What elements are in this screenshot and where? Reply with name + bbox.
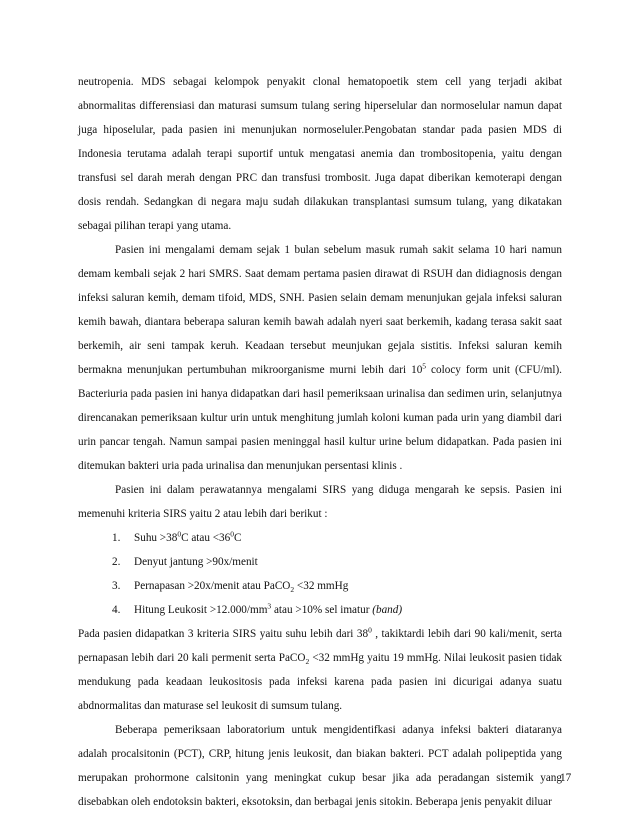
criteria-text [134,526,241,550]
paragraph-lab: Beberapa pemeriksaan laboratorium untuk mengidentifkasi adanya infeksi bakteri diataranya adalah procalsitonin (PCT), CRP, hitung jenis leukosit, dan biakan bakteri. PCT adalah polipeptida yang merupakan prohormone calsitonin yang meningkat cukup besar jika ada peradangan sistemik yang disebabkan oleh endotoksin bakteri, eksotoksin, dan berbagai jenis sitokin. Beberapa jenis penyakit diluar [78,724,562,808]
criteria-text-a: Pernapasan >20x/menit atau PaCO [134,580,291,592]
criteria-text-c: C [234,532,242,544]
criteria-text-b: atau >10% sel imatur [271,604,373,616]
findings-text-b: , takiktardi lebih dari 90 kali/menit, serta pernapasan lebih dari 20 kali permenit serta PaCO [78,628,562,664]
criteria-text-b: C atau <36 [181,532,231,544]
page-number: 17 [560,772,572,784]
superscript-five: 5 [422,361,427,371]
criteria-item [78,574,562,598]
criteria-item [78,526,562,550]
criteria-text-a: Suhu >38 [134,532,178,544]
criteria-item [78,598,562,622]
paragraph-mds: neutropenia. MDS sebagai kelompok penyakit clonal hematopoetik stem cell yang terjadi akibat abnormalitas differensiasi dan maturasi sumsum tulang sering hiperselular dan normoselular namun dapat juga hiposelular, pada pasien ini menunjukan normoseluler.Pengobatan standar pada pasien MDS di Indonesia terutama adalah terapi suportif untuk mengatasi anemia dan trombositopenia, yaitu dengan transfusi sel darah merah dengan PRC dan transfusi trombosit. Juga dapat diberikan kemoterapi dengan dosis rendah. Sedangkan di negara maju sudah dilakukan transplantasi sumsum tulang, yang dikatakan sebagai pilihan terapi yang utama. [78,76,562,232]
paragraph-sirs-findings [78,622,562,718]
criteria-number: 4. [112,604,121,616]
subscript-two: 2 [290,585,295,595]
criteria-text: Denyut jantung >90x/menit [134,556,258,568]
degree-sup: 0 [230,529,234,539]
criteria-emphasis: (band) [372,604,403,616]
findings-text-a: Pada pasien didapatkan 3 kriteria SIRS yaitu suhu lebih dari 38 [78,628,369,640]
criteria-number: 3. [112,580,121,592]
findings-text-c: <32 mmHg yaitu 19 mmHg. Nilai leukosit pasien tidak mendukung pada keadaan leukositosis pada infeksi karena pada pasien ini dicurigai adanya suatu abdnormalitas dan maturase sel leukosit di sumsum tulang. [78,652,563,712]
subscript-two: 2 [305,657,310,667]
paragraph-sirs: Pasien ini dalam perawatannya mengalami SIRS yang diduga mengarah ke sepsis. Pasien ini memenuhi kriteria SIRS yaitu 2 atau lebih dari berikut : [78,484,562,520]
paragraph-fever [78,238,562,478]
sirs-criteria-list [78,526,562,622]
superscript-three: 3 [267,601,272,611]
degree-sup: 0 [368,625,372,635]
criteria-text-a: Hitung Leukosit >12.000/mm [134,604,268,616]
criteria-item [78,550,562,574]
criteria-number: 1. [112,532,121,544]
criteria-number: 2. [112,556,121,568]
paragraph-fever-text-a: Pasien ini mengalami demam sejak 1 bulan sebelum masuk rumah sakit selama 10 hari namun demam kembali sejak 2 hari SMRS. Saat demam pertama pasien dirawat di RSUH dan didiagnosis dengan infeksi saluran kemih, demam tifoid, MDS, SNH. Pasien selain demam menunjukan gejala infeksi saluran kemih bawah, diantara beberapa saluran kemih bawah adalah nyeri saat berkemih, kadang terasa sakit saat berkemih, air seni tampak keruh. Keadaan tersebut meunjukan gejala sistitis. Infeksi saluran kemih bermakna menunjukan pertumbuhan mikroorganisme murni lebih dari 10 [78,244,562,376]
criteria-text [134,598,402,622]
criteria-text [134,574,348,598]
document-page [78,70,562,814]
paragraph-fever-text-b: colocy form unit (CFU/ml). Bacteriuria pada pasien ini hanya didapatkan dari hasil pemeriksaan urinalisa dan sedimen urin, selanjutnya direncanakan pemeriksaan kultur urin untuk menghitung jumlah koloni kuman pada urin yang diambil dari urin pancar tengah. Namun sampai pasien meninggal hasil kultur urine belum didapatkan. Pada pasien ini ditemukan bakteri uria pada urinalisa dan menunjukan persentasi klinis . [78,364,562,472]
criteria-text-b: <32 mmHg [294,580,349,592]
degree-sup: 0 [177,529,182,539]
